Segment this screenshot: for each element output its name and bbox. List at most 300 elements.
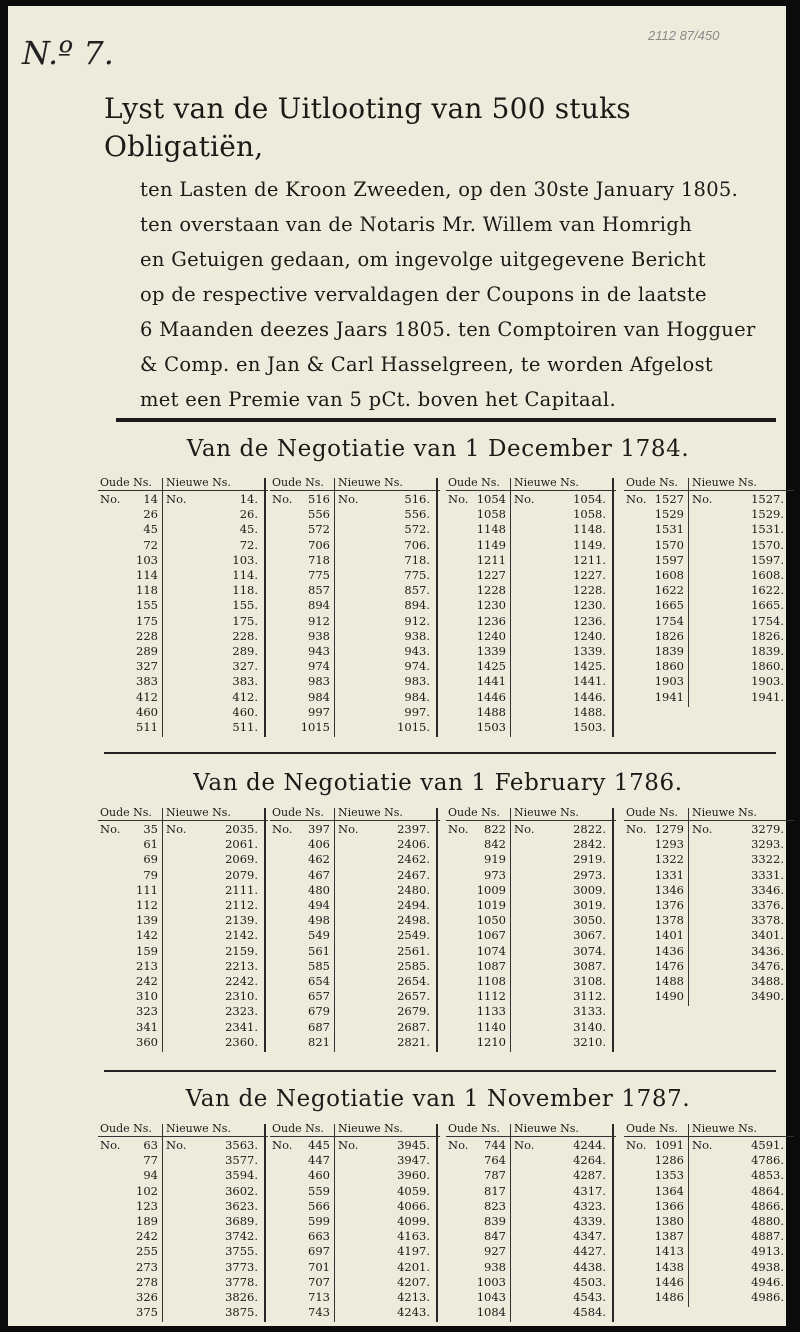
new-number: 4264. (573, 1153, 606, 1168)
new-number: 2919. (573, 852, 606, 867)
old-number: 102 (136, 1183, 158, 1198)
old-number: 118 (136, 583, 158, 598)
number-row (446, 1244, 616, 1259)
number-row (446, 1214, 616, 1229)
number-row (446, 674, 616, 689)
new-number: 2657. (397, 989, 430, 1004)
old-number: 26 (143, 507, 158, 522)
new-number: 3322. (751, 852, 784, 867)
old-number: 1488 (654, 974, 684, 988)
number-row (270, 674, 440, 689)
number-row (98, 1275, 268, 1290)
no-prefix: No. (626, 492, 647, 506)
section-table (98, 1122, 784, 1322)
number-row (98, 959, 268, 974)
number-row (624, 868, 794, 883)
no-prefix: No. (166, 822, 187, 836)
oude-header: Oude Ns. (100, 806, 152, 819)
old-number: 1446 (476, 689, 506, 704)
nieuwe-header: Nieuwe Ns. (514, 1122, 579, 1135)
title-line: & Comp. en Jan & Carl Hasselgreen, te worden Afgelost (140, 353, 714, 376)
new-number: 3108. (573, 974, 606, 988)
number-row (624, 1214, 794, 1229)
number-row (98, 507, 268, 522)
old-number: 973 (484, 867, 506, 882)
old-number: 821 (308, 1034, 330, 1049)
new-number: 1608. (751, 568, 784, 582)
new-number: 974. (404, 659, 430, 674)
new-number: 1054. (573, 492, 606, 506)
number-row (270, 898, 440, 913)
new-number: 511. (232, 720, 258, 734)
new-number: 4066. (397, 1198, 430, 1213)
no-prefix: No. (272, 492, 293, 506)
number-row (270, 522, 440, 537)
old-number: 1228 (476, 583, 506, 598)
old-number: 480 (308, 882, 330, 897)
number-row (446, 837, 616, 852)
number-row (624, 583, 794, 598)
old-number: 1364 (654, 1183, 684, 1198)
new-number: 4099. (397, 1214, 430, 1228)
number-row (624, 883, 794, 898)
old-number: 406 (308, 837, 330, 852)
nieuwe-header: Nieuwe Ns. (692, 806, 757, 819)
old-number: 445 (308, 1138, 330, 1152)
no-prefix: No. (100, 822, 121, 836)
pencil-mark: 2112 87/450 (648, 28, 720, 43)
new-number: 775. (404, 568, 430, 582)
number-row (446, 629, 616, 644)
old-number: 927 (484, 1244, 506, 1259)
old-number: 460 (136, 704, 158, 719)
new-number: 2498. (397, 913, 430, 928)
new-number: 1441. (573, 674, 606, 689)
new-number: 3577. (225, 1153, 258, 1168)
number-row (624, 898, 794, 913)
number-row (98, 1305, 268, 1320)
old-number: 1353 (654, 1168, 684, 1183)
number-row (270, 629, 440, 644)
number-row (446, 852, 616, 867)
new-number: 3331. (751, 867, 784, 882)
old-number: 1346 (654, 882, 684, 897)
old-number: 556 (308, 507, 330, 522)
new-number: 2341. (225, 1019, 258, 1034)
old-number: 139 (136, 913, 158, 928)
old-number: 1087 (476, 958, 506, 973)
new-number: 718. (404, 552, 430, 567)
section-title: Van de Negotiatie van 1 February 1786. (193, 770, 683, 796)
number-row (98, 674, 268, 689)
number-row (446, 989, 616, 1004)
old-number: 112 (136, 898, 158, 912)
new-number: 4244. (573, 1138, 606, 1152)
old-number: 1240 (476, 628, 506, 643)
number-row (270, 538, 440, 553)
old-number: 397 (308, 822, 330, 836)
new-number: 2467. (397, 867, 430, 882)
old-number: 1387 (654, 1229, 684, 1244)
new-number: 1754. (751, 613, 784, 628)
no-prefix: No. (100, 492, 121, 506)
old-number: 123 (136, 1198, 158, 1213)
title-line: op de respective vervaldagen der Coupons in de laatste (140, 283, 707, 306)
new-number: 383. (232, 674, 258, 689)
new-number: 4786. (751, 1153, 784, 1168)
number-row (624, 538, 794, 553)
old-number: 175 (136, 613, 158, 628)
number-row (446, 1020, 616, 1035)
old-number: 1597 (654, 552, 684, 567)
number-row (98, 1229, 268, 1244)
number-row (624, 1153, 794, 1168)
number-row (270, 614, 440, 629)
new-number: 3401. (751, 928, 784, 943)
no-prefix: No. (272, 822, 293, 836)
number-row (270, 690, 440, 705)
number-row (270, 883, 440, 898)
old-number: 310 (136, 989, 158, 1004)
divider-rule (104, 752, 776, 754)
old-number: 1529 (654, 507, 684, 522)
number-row (270, 1138, 440, 1153)
old-number: 839 (484, 1214, 506, 1228)
column-header (446, 1122, 616, 1137)
old-number: 842 (484, 837, 506, 852)
number-row (270, 1035, 440, 1050)
old-number: 938 (484, 1259, 506, 1274)
new-number: 1860. (751, 659, 784, 674)
old-number: 847 (484, 1229, 506, 1244)
number-row (624, 598, 794, 613)
number-row (270, 598, 440, 613)
divider-rule (104, 1070, 776, 1072)
new-number: 3594. (225, 1168, 258, 1183)
new-number: 1236. (573, 613, 606, 628)
new-number: 1529. (751, 507, 784, 522)
no-prefix: No. (272, 1138, 293, 1152)
new-number: 1015. (397, 720, 430, 734)
number-row (98, 644, 268, 659)
old-number: 1754 (654, 613, 684, 628)
number-row (98, 1035, 268, 1050)
new-number: 72. (239, 537, 258, 552)
new-number: 1570. (751, 537, 784, 552)
number-row (98, 1020, 268, 1035)
old-number: 255 (136, 1244, 158, 1259)
new-number: 4347. (573, 1229, 606, 1244)
old-number: 657 (308, 989, 330, 1004)
number-row (624, 644, 794, 659)
new-number: 2822. (573, 822, 606, 836)
new-number: 3378. (751, 913, 784, 928)
old-number: 559 (308, 1183, 330, 1198)
old-number: 61 (143, 837, 158, 852)
new-number: 2494. (397, 898, 430, 912)
old-number: 1378 (654, 913, 684, 928)
number-row (98, 1290, 268, 1305)
number-row (270, 928, 440, 943)
old-number: 1211 (476, 552, 506, 567)
oude-header: Oude Ns. (272, 1122, 324, 1135)
oude-header: Oude Ns. (448, 1122, 500, 1135)
column-header (624, 1122, 794, 1137)
old-number: 1486 (654, 1290, 684, 1304)
number-row (270, 837, 440, 852)
new-number: 2687. (397, 1019, 430, 1034)
number-row (270, 659, 440, 674)
old-number: 1322 (654, 852, 684, 867)
old-number: 498 (308, 913, 330, 928)
old-number: 159 (136, 943, 158, 958)
new-number: 3436. (751, 943, 784, 958)
number-row (624, 1275, 794, 1290)
old-number: 1366 (654, 1198, 684, 1213)
number-row (624, 1199, 794, 1214)
number-row (446, 959, 616, 974)
number-row (98, 538, 268, 553)
new-number: 4853. (751, 1168, 784, 1183)
number-row (624, 1138, 794, 1153)
new-number: 3074. (573, 943, 606, 958)
new-number: 1228. (573, 583, 606, 598)
number-row (98, 837, 268, 852)
old-number: 775 (308, 568, 330, 582)
old-number: 599 (308, 1214, 330, 1228)
new-number: 2112. (225, 898, 258, 912)
old-number: 1050 (476, 913, 506, 928)
new-number: 2139. (225, 913, 258, 928)
number-row (624, 959, 794, 974)
old-number: 1112 (476, 989, 506, 1004)
new-number: 4317. (573, 1183, 606, 1198)
old-number: 103 (136, 552, 158, 567)
new-number: 327. (232, 659, 258, 674)
number-row (446, 1035, 616, 1050)
number-row (270, 1153, 440, 1168)
old-number: 1503 (476, 720, 506, 734)
new-number: 2462. (397, 852, 430, 867)
new-number: 3376. (751, 898, 784, 912)
number-row (446, 690, 616, 705)
new-number: 3623. (225, 1198, 258, 1213)
old-number: 69 (143, 852, 158, 867)
oude-header: Oude Ns. (626, 1122, 678, 1135)
number-row (624, 659, 794, 674)
number-row (270, 822, 440, 837)
old-number: 1476 (654, 958, 684, 973)
number-row (98, 629, 268, 644)
old-number: 743 (308, 1305, 330, 1320)
old-number: 360 (136, 1034, 158, 1049)
old-number: 341 (136, 1019, 158, 1034)
new-number: 4880. (751, 1214, 784, 1228)
old-number: 938 (308, 628, 330, 643)
new-number: 4059. (397, 1183, 430, 1198)
old-number: 111 (136, 882, 158, 897)
new-number: 3742. (225, 1229, 258, 1244)
old-number: 764 (484, 1153, 506, 1168)
old-number: 63 (143, 1138, 158, 1152)
column-header (270, 1122, 440, 1137)
new-number: 1531. (751, 522, 784, 537)
number-row (98, 568, 268, 583)
number-row (270, 1229, 440, 1244)
old-number: 1009 (476, 882, 506, 897)
nieuwe-header: Nieuwe Ns. (166, 476, 231, 489)
new-number: 4591. (751, 1138, 784, 1152)
new-number: 2061. (225, 837, 258, 852)
number-row (270, 974, 440, 989)
new-number: 1839. (751, 644, 784, 658)
old-number: 273 (136, 1259, 158, 1274)
old-number: 72 (143, 537, 158, 552)
new-number: 1446. (573, 689, 606, 704)
new-number: 4986. (751, 1290, 784, 1304)
number-row (446, 507, 616, 522)
column-header (98, 1122, 268, 1137)
new-number: 1488. (573, 704, 606, 719)
new-number: 175. (232, 613, 258, 628)
new-number: 14. (239, 492, 258, 506)
number-row (270, 1305, 440, 1320)
new-number: 2549. (397, 928, 430, 943)
oude-header: Oude Ns. (100, 476, 152, 489)
column-header (98, 476, 268, 491)
number-row (624, 1244, 794, 1259)
new-number: 943. (404, 644, 430, 658)
number-row (624, 553, 794, 568)
number-row (270, 1020, 440, 1035)
new-number: 983. (404, 674, 430, 689)
old-number: 1091 (654, 1138, 684, 1152)
number-row (270, 507, 440, 522)
old-number: 1826 (654, 628, 684, 643)
old-number: 1860 (654, 659, 684, 674)
number-row (446, 883, 616, 898)
new-number: 2035. (225, 822, 258, 836)
old-number: 1019 (476, 898, 506, 912)
old-number: 718 (308, 552, 330, 567)
number-row (446, 1305, 616, 1320)
number-row (446, 568, 616, 583)
number-row (270, 1199, 440, 1214)
number-row (270, 1004, 440, 1019)
nieuwe-header: Nieuwe Ns. (338, 476, 403, 489)
new-number: 2821. (397, 1034, 430, 1049)
number-row (446, 898, 616, 913)
old-number: 1488 (476, 704, 506, 719)
old-number: 857 (308, 583, 330, 598)
new-number: 516. (404, 492, 430, 506)
number-row (98, 1199, 268, 1214)
new-number: 2973. (573, 867, 606, 882)
number-row (624, 1168, 794, 1183)
oude-header: Oude Ns. (100, 1122, 152, 1135)
old-number: 1413 (654, 1244, 684, 1259)
old-number: 1286 (654, 1153, 684, 1168)
number-row (446, 944, 616, 959)
section-table (98, 806, 784, 1058)
oude-header: Oude Ns. (272, 476, 324, 489)
title-line: en Getuigen gedaan, om ingevolge uitgegevene Bericht (140, 248, 706, 271)
new-number: 3087. (573, 958, 606, 973)
new-number: 2213. (225, 958, 258, 973)
number-row (98, 1168, 268, 1183)
number-row (624, 944, 794, 959)
number-row (446, 822, 616, 837)
number-row (270, 1184, 440, 1199)
number-row (624, 852, 794, 867)
number-row (98, 598, 268, 613)
old-number: 894 (308, 598, 330, 613)
number-row (270, 1275, 440, 1290)
old-number: 1015 (300, 720, 330, 734)
old-number: 823 (484, 1198, 506, 1213)
new-number: 228. (232, 628, 258, 643)
section-table (98, 476, 784, 746)
no-prefix: No. (514, 1138, 535, 1152)
new-number: 3490. (751, 989, 784, 1004)
number-row (98, 944, 268, 959)
new-number: 2079. (225, 867, 258, 882)
old-number: 383 (136, 674, 158, 689)
nieuwe-header: Nieuwe Ns. (514, 476, 579, 489)
number-row (446, 598, 616, 613)
column-header (624, 476, 794, 491)
old-number: 289 (136, 644, 158, 658)
nieuwe-header: Nieuwe Ns. (166, 1122, 231, 1135)
number-row (98, 822, 268, 837)
new-number: 4163. (397, 1229, 430, 1244)
title-line: Lyst van de Uitlooting van 500 stuks Obligatiën, (104, 92, 631, 163)
number-row (624, 913, 794, 928)
new-number: 2480. (397, 882, 430, 897)
number-row (446, 1138, 616, 1153)
no-prefix: No. (338, 492, 359, 506)
old-number: 213 (136, 958, 158, 973)
new-number: 4864. (751, 1183, 784, 1198)
new-number: 4197. (397, 1244, 430, 1259)
new-number: 706. (404, 537, 430, 552)
new-number: 4201. (397, 1259, 430, 1274)
number-row (446, 492, 616, 507)
old-number: 1227 (476, 568, 506, 582)
number-row (624, 614, 794, 629)
new-number: 1240. (573, 628, 606, 643)
old-number: 1531 (654, 522, 684, 537)
old-number: 511 (136, 720, 158, 734)
number-row (98, 913, 268, 928)
new-number: 4887. (751, 1229, 784, 1244)
no-prefix: No. (626, 822, 647, 836)
new-number: 938. (404, 628, 430, 643)
new-number: 3140. (573, 1019, 606, 1034)
new-number: 4213. (397, 1290, 430, 1304)
old-number: 94 (143, 1168, 158, 1183)
number-row (98, 928, 268, 943)
old-number: 707 (308, 1274, 330, 1289)
no-prefix: No. (448, 492, 469, 506)
old-number: 1293 (654, 837, 684, 852)
old-number: 1608 (654, 568, 684, 582)
new-number: 3067. (573, 928, 606, 943)
number-row (98, 1244, 268, 1259)
number-row (270, 852, 440, 867)
number-row (270, 959, 440, 974)
new-number: 1148. (573, 522, 606, 537)
